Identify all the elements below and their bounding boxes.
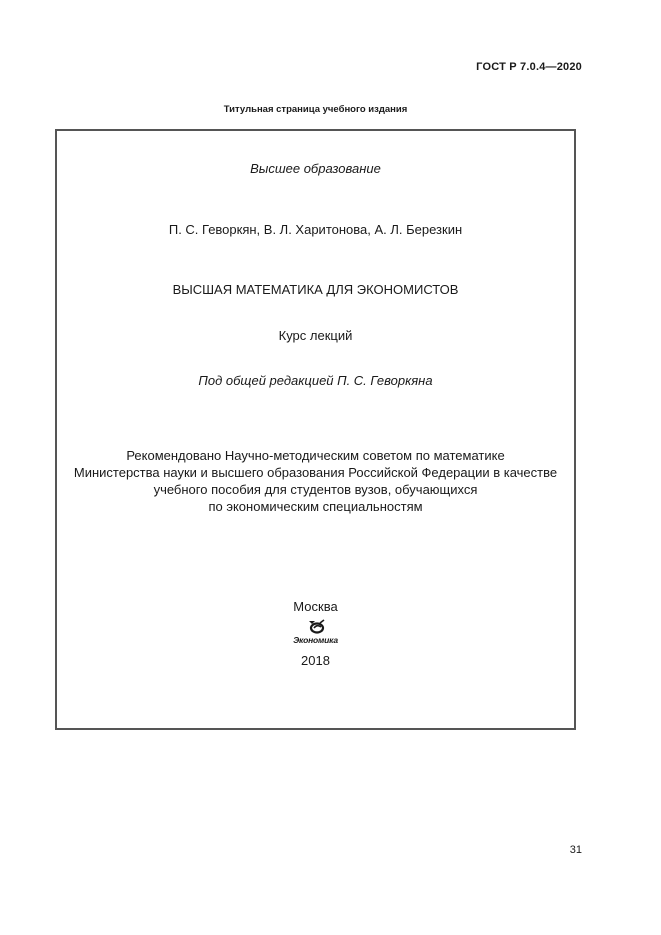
recommendation-line: по экономическим специальностям: [208, 499, 423, 514]
recommendation-block: [57, 447, 574, 515]
publisher-name: Экономика: [293, 635, 338, 645]
recommendation-line: учебного пособия для студентов вузов, обучающихся: [153, 482, 478, 497]
publication-city: Москва: [293, 599, 338, 614]
recommendation-line: Рекомендовано Научно-методическим советом по математике: [126, 448, 505, 463]
publisher-emblem-icon: [306, 619, 326, 634]
publisher-logo: [57, 619, 574, 645]
figure-caption: Титульная страница учебного издания: [223, 104, 408, 115]
recommendation-line: Министерства науки и высшего образования Российской Федерации в качестве: [73, 465, 558, 480]
editor-statement: Под общей редакцией П. С. Геворкяна: [198, 373, 433, 388]
publication-year: 2018: [301, 653, 330, 668]
standard-designation: ГОСТ Р 7.0.4—2020: [476, 61, 582, 73]
series-name: Высшее образование: [250, 161, 381, 176]
title-page-frame: [55, 129, 576, 730]
page-number: 31: [569, 844, 582, 856]
book-subtitle: Курс лекций: [278, 328, 353, 343]
book-title: ВЫСШАЯ МАТЕМАТИКА ДЛЯ ЭКОНОМИСТОВ: [172, 282, 459, 297]
authors: П. С. Геворкян, В. Л. Харитонова, А. Л. Березкин: [168, 222, 463, 237]
